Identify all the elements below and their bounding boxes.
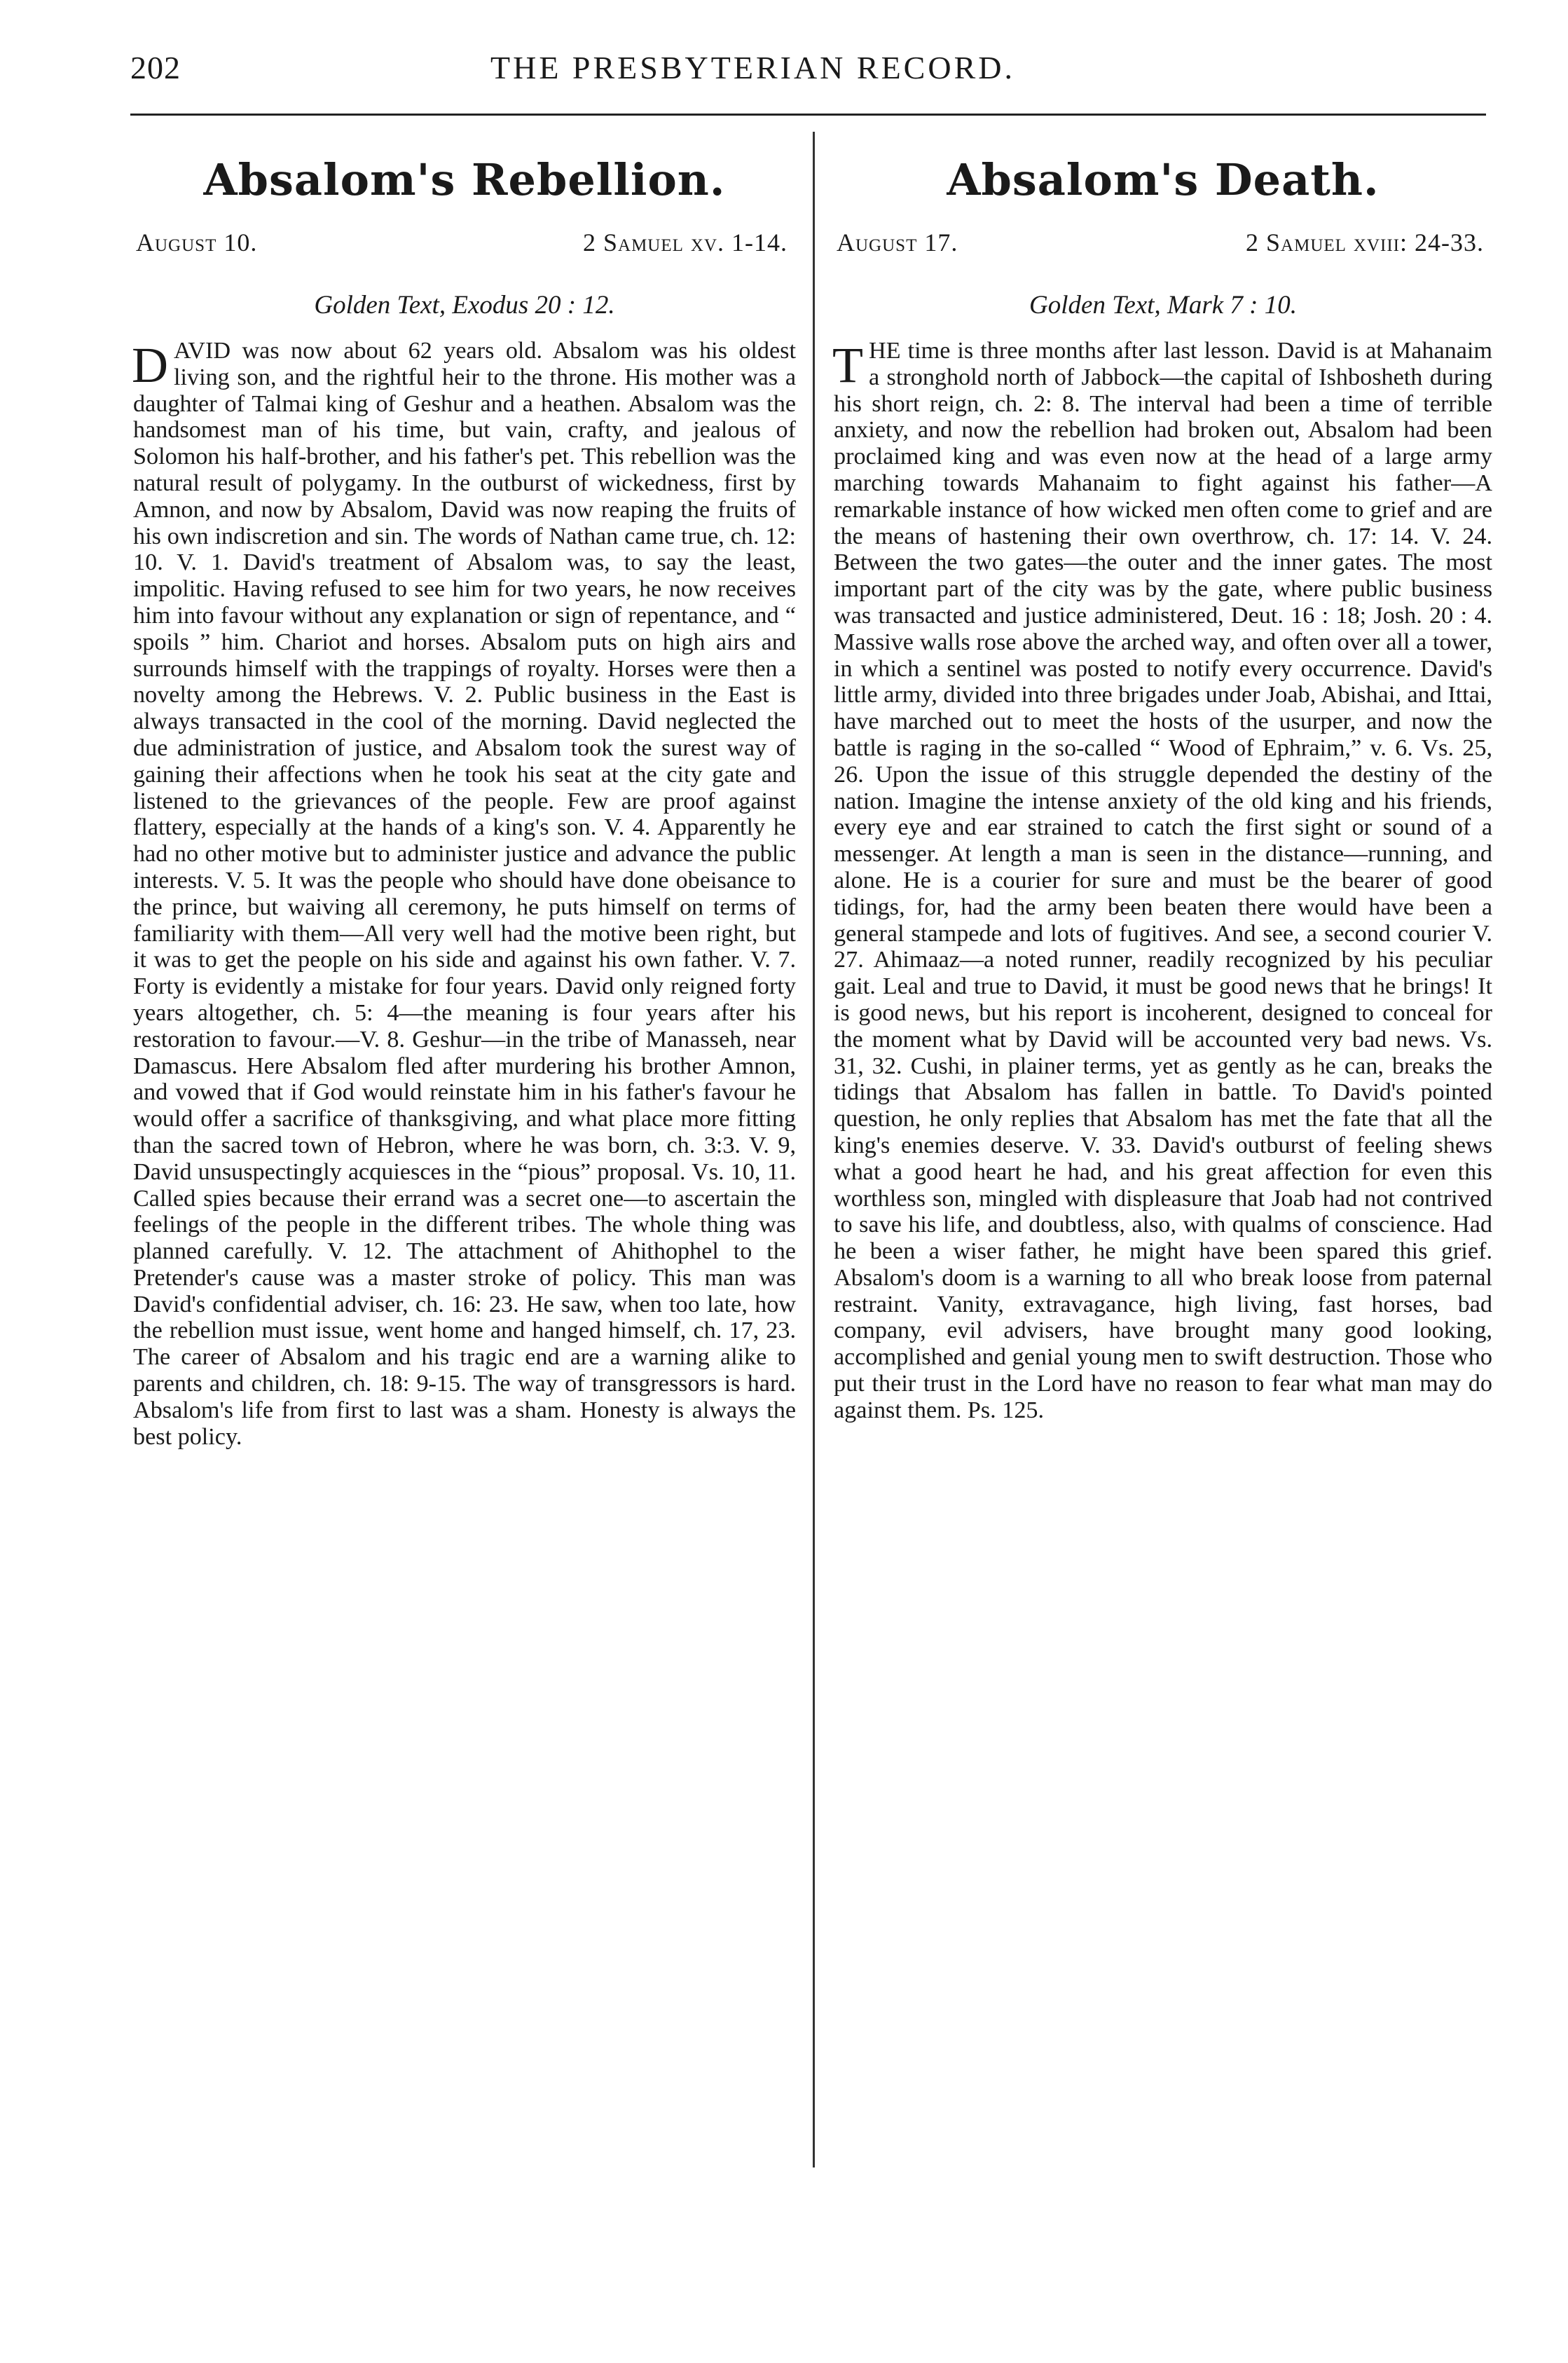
lesson-meta bbox=[834, 223, 1492, 262]
lesson-title: Absalom's Rebellion. bbox=[203, 154, 726, 205]
column-divider bbox=[813, 132, 815, 2167]
scripture-reference: 2 Samuel xv. 1-14. bbox=[583, 228, 788, 256]
drop-cap-initial: T bbox=[832, 337, 863, 393]
running-head bbox=[0, 43, 1568, 93]
header-rule bbox=[130, 114, 1486, 116]
lesson-body bbox=[834, 338, 1492, 1424]
lesson-meta bbox=[133, 223, 796, 262]
lesson-body bbox=[133, 338, 796, 1450]
golden-text: Golden Text, Mark 7 : 10. bbox=[1029, 291, 1297, 320]
lesson-title: Absalom's Death. bbox=[947, 154, 1380, 205]
golden-text: Golden Text, Exodus 20 : 12. bbox=[314, 291, 615, 320]
scripture-reference: 2 Samuel xviii: 24-33. bbox=[1246, 228, 1484, 256]
drop-cap-initial: D bbox=[132, 337, 168, 393]
lesson-column-right bbox=[834, 149, 1492, 1424]
page-number: 202 bbox=[130, 50, 181, 85]
lesson-text: HE time is three months after last lesson. David is at Mahanaim a stronghold north of Jabbock—the capital of Ishbosheth during his short reign, ch. 2: 8. The interval had been a time of terrible anxiety, and now the rebellion had broken out, Absalom had been proclaimed king and was even now at the head of a large army marching towards Mahanaim to fight against his father—A remarkable instance of how wicked men often come to grief and are the means of hastening their own overthrow, ch. 17: 14. V. 24. Between the two gates—the outer and the inner gates. The most important part of the city was by the gate, where public business was transacted and justice administered, Deut. 16 : 18; Josh. 20 : 4. Massive walls rose above the arched way, and often over all a tower, in which a sentinel was posted to notify every occurrence. David's little army, divided into three brigades under Joab, Abishai, and Ittai, have marched out to meet the hosts of the usurper, and now the battle is raging in the so-called “ Wood of Ephraim,” v. 6. Vs. 25, 26. Upon the issue of this struggle depended the destiny of the nation. Imagine the intense anxiety of the old king and his friends, every eye and ear strained to catch the first sight or sound of a messenger. At length a man is seen in the distance—running, and alone. He is a courier for sure and must be the bearer of good tidings, for, had the army been beaten there would have been a general stampede and lots of fugitives. And see, a second courier V. 27. Ahimaaz—a noted runner, readily recognized by his peculiar gait. Leal and true to David, it must be good news that he brings! It is good news, but his report is incoherent, designed to conceal for the moment what by David will be accounted very bad news. Vs. 31, 32. Cushi, in plainer terms, yet as gently as he can, breaks the tidings that Absalom has fallen in battle. To David's pointed question, he only replies that Absalom has met the fate that all the king's enemies deserve. V. 33. David's outburst of feeling shews what a good heart he had, and his great affection for even this worthless son, mingled with displeasure that Joab had not contrived to save his life, and doubtless, also, with qualms of conscience. Had he been a wiser father, he might have been spared this grief. Absalom's doom is a warning to all who break loose from paternal restraint. Vanity, extravagance, high living, fast horses, bad company, evil advisers, have brought many good looking, accomplished and genial young men to swift destruction. Those who put their trust in the Lord have no reason to fear what man may do against them. Ps. 125. bbox=[834, 338, 1492, 1423]
lesson-date: August 10. bbox=[136, 228, 258, 256]
lesson-text: AVID was now about 62 years old. Absalom was his oldest living son, and the rightful heir to the throne. His mother was a daughter of Talmai king of Geshur and a heathen. Absalom was the handsomest man of his time, but vain, crafty, and jealous of Solomon his half-brother, and his father's pet. This rebellion was the natural result of polygamy. In the outburst of wickedness, first by Amnon, and now by Absalom, David was now reaping the fruits of his own indiscretion and sin. The words of Nathan came true, ch. 12: 10. V. 1. David's treatment of Absalom was, to say the least, impolitic. Having refused to see him for two years, he now receives him into favour without any explanation or sign of repentance, and “ spoils ” him. Chariot and horses. Absalom puts on high airs and surrounds himself with the trappings of royalty. Horses were then a novelty among the Hebrews. V. 2. Public business in the East is always transacted in the cool of the morning. David neglected the due administration of justice, and Absalom took the surest way of gaining their affections when he took his seat at the city gate and listened to the grievances of the people. Few are proof against flattery, especially at the hands of a king's son. V. 4. Apparently he had no other motive but to administer justice and advance the public interests. V. 5. It was the people who should have done obeisance to the prince, but waiving all ceremony, he puts himself on terms of familiarity with them—All very well had the motive been right, but it was to get the people on his side and against his own father. V. 7. Forty is evidently a mistake for four years. David only reigned forty years altogether, ch. 5: 4—the meaning is four years after his restoration to favour.—V. 8. Geshur—in the tribe of Manasseh, near Damascus. Here Absalom fled after murdering his brother Amnon, and vowed that if God would reinstate him in his father's favour he would offer a sacrifice of thanksgiving, and what place more fitting than the sacred town of Hebron, where he was born, ch. 3:3. V. 9, David unsuspectingly acquiesces in the “pious” proposal. Vs. 10, 11. Called spies because their errand was a secret one—to ascertain the feelings of the people in the different tribes. The whole thing was planned carefully. V. 12. The attachment of Ahithophel to the Pretender's cause was a master stroke of policy. This man was David's confidential adviser, ch. 16: 23. He saw, when too late, how the rebellion must issue, went home and hanged himself, ch. 17, 23. The career of Absalom and his tragic end are a warning alike to parents and children, ch. 18: 9-15. The way of transgressors is hard. Absalom's life from first to last was a sham. Honesty is always the best policy. bbox=[133, 338, 796, 1450]
lesson-column-left bbox=[133, 149, 796, 1450]
lesson-date: August 17. bbox=[837, 228, 958, 256]
publication-title: THE PRESBYTERIAN RECORD. bbox=[490, 50, 1015, 85]
